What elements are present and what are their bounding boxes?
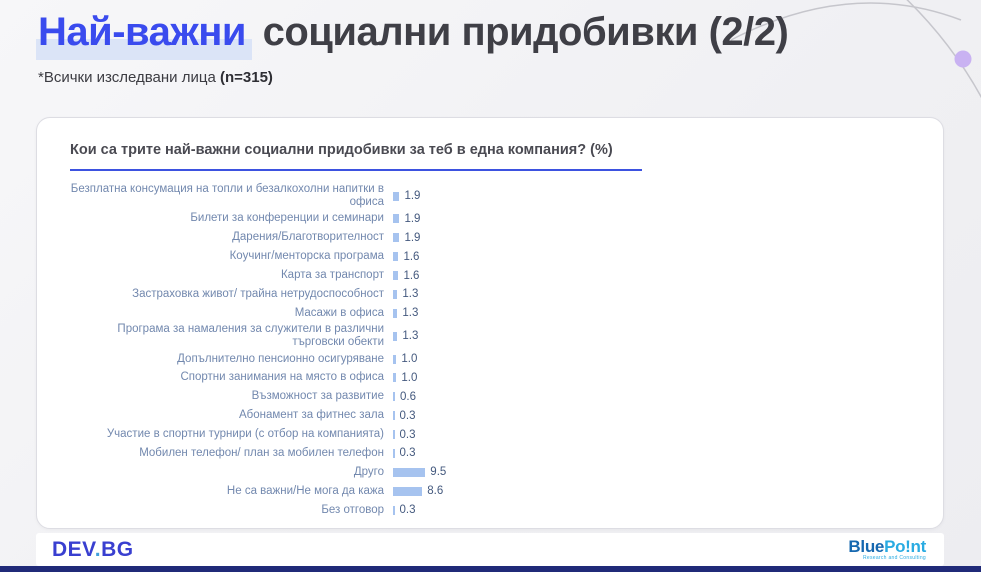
value-label: 1.0 [401,353,418,365]
value-bar [393,233,399,242]
value-label: 1.9 [404,231,421,244]
category-label: Програма за намаления за служители в различни търговски обекти [117,323,384,349]
sample-note-text: *Всички изследвани лица [38,69,220,86]
category-label: Карта за транспорт [280,269,384,281]
value-label: 1.3 [402,307,419,320]
value-label: 0.3 [399,504,416,516]
value-bar [393,506,395,515]
value-bar [393,430,395,439]
value-bar [393,252,398,261]
category-label: Безплатна консумация на топли и безалкохолни напитки в офиса [70,183,384,208]
chart-row [70,388,913,406]
chart-row [70,183,913,209]
category-label: Без отговор [321,503,384,516]
bluepoint-word-point: Po!nt [884,537,926,556]
bar-zone [393,232,420,244]
value-bar [393,309,397,318]
value-bar [393,271,398,280]
value-bar [393,468,425,477]
chart-row [70,463,913,481]
value-label: 1.9 [404,190,421,202]
bar-zone [393,353,417,365]
devbg-logo-text2: BG [101,538,134,561]
category-label: Масажи в офиса [294,306,384,319]
value-bar [393,487,422,496]
bluepoint-word-blue: Blue [848,537,885,556]
category-label: Участие в спортни турнири (с отбор на компанията) [106,428,384,440]
sample-note [38,69,788,86]
sample-size: (n=315) [219,69,273,86]
value-bar [393,392,395,401]
value-label: 1.6 [403,250,420,263]
decor-arc [899,0,981,120]
value-label: 1.9 [404,212,421,225]
value-bar [393,290,397,299]
page-title-rest: социални придобивки (2/2) [251,10,789,54]
chart-row [70,248,913,266]
chart-card [36,117,944,529]
devbg-logo-dot: . [94,538,102,561]
value-label: 0.6 [400,390,417,403]
category-label: Билети за конференции и семинари [190,212,384,225]
chart-row [70,407,913,425]
category-label: Абонамент за фитнес зала [239,409,384,422]
bar-zone [393,466,446,478]
bar-zone [393,213,420,225]
value-bar [393,192,399,201]
value-label: 1.3 [402,330,419,343]
value-label: 8.6 [427,485,444,498]
value-label: 0.3 [399,447,416,460]
bar-zone [393,447,416,459]
category-label: Спортни занимания на място в офиса [180,371,384,384]
category-label: Друго [353,465,384,478]
chart-row [70,304,913,322]
category-label: Застраховка живот/ трайна нетрудоспособност [132,287,384,300]
decor-dot [955,51,972,68]
category-label: Възможност за развитие [251,390,384,403]
chart-row [70,501,913,519]
bar-zone [393,251,419,263]
chart-row [70,285,913,303]
value-label: 1.0 [401,371,418,384]
value-label: 0.3 [399,428,416,441]
bar-zone [393,391,416,403]
devbg-logo-text: DEV [52,538,95,561]
value-bar [393,332,397,341]
chart-row [70,267,913,285]
chart-row [70,229,913,247]
bar-zone [393,270,419,282]
category-label: Коучинг/менторска програма [229,250,384,263]
bottom-accent-strip [0,566,981,572]
value-bar [393,355,396,364]
value-label: 1.6 [403,269,420,282]
slide-header [38,10,788,86]
value-label: 9.5 [430,466,447,479]
bar-zone [393,410,416,422]
bar-zone [393,485,443,497]
devbg-logo [52,539,134,560]
value-bar [393,214,399,223]
bar-zone [393,429,416,441]
bar-zone [393,372,417,384]
chart-row [70,444,913,462]
chart-row [70,323,913,349]
chart-row [70,350,913,368]
footer-bar [36,533,944,566]
value-bar [393,449,395,458]
bar-zone [393,504,416,516]
category-label: Дарения/Благотворителност [232,231,384,244]
value-label: 0.3 [399,409,416,422]
category-label: Допълнително пенсионно осигуряване [177,352,384,365]
bluepoint-tagline: Research and Consulting [862,555,926,561]
value-label: 1.3 [402,288,419,301]
chart-row [70,426,913,444]
page-title-highlight: Най-важни [36,10,252,60]
chart-rows [70,183,913,519]
bar-zone [393,330,418,342]
category-label: Не са важни/Не мога да кажа [226,484,384,497]
chart-title-underline [70,169,642,171]
bar-zone [393,288,418,300]
category-label: Мобилен телефон/ план за мобилен телефон [139,446,384,459]
value-bar [393,373,396,382]
chart-question-title: Кои са трите най-важни социални придобивки за теб в една компания? (%) [70,142,613,158]
bluepoint-logo-text [848,538,926,555]
bar-zone [393,307,418,319]
chart-row [70,482,913,500]
value-bar [393,411,395,420]
bluepoint-logo [848,538,926,561]
bar-zone [393,190,420,202]
chart-row [70,369,913,387]
chart-row [70,210,913,228]
page-title [38,10,788,55]
